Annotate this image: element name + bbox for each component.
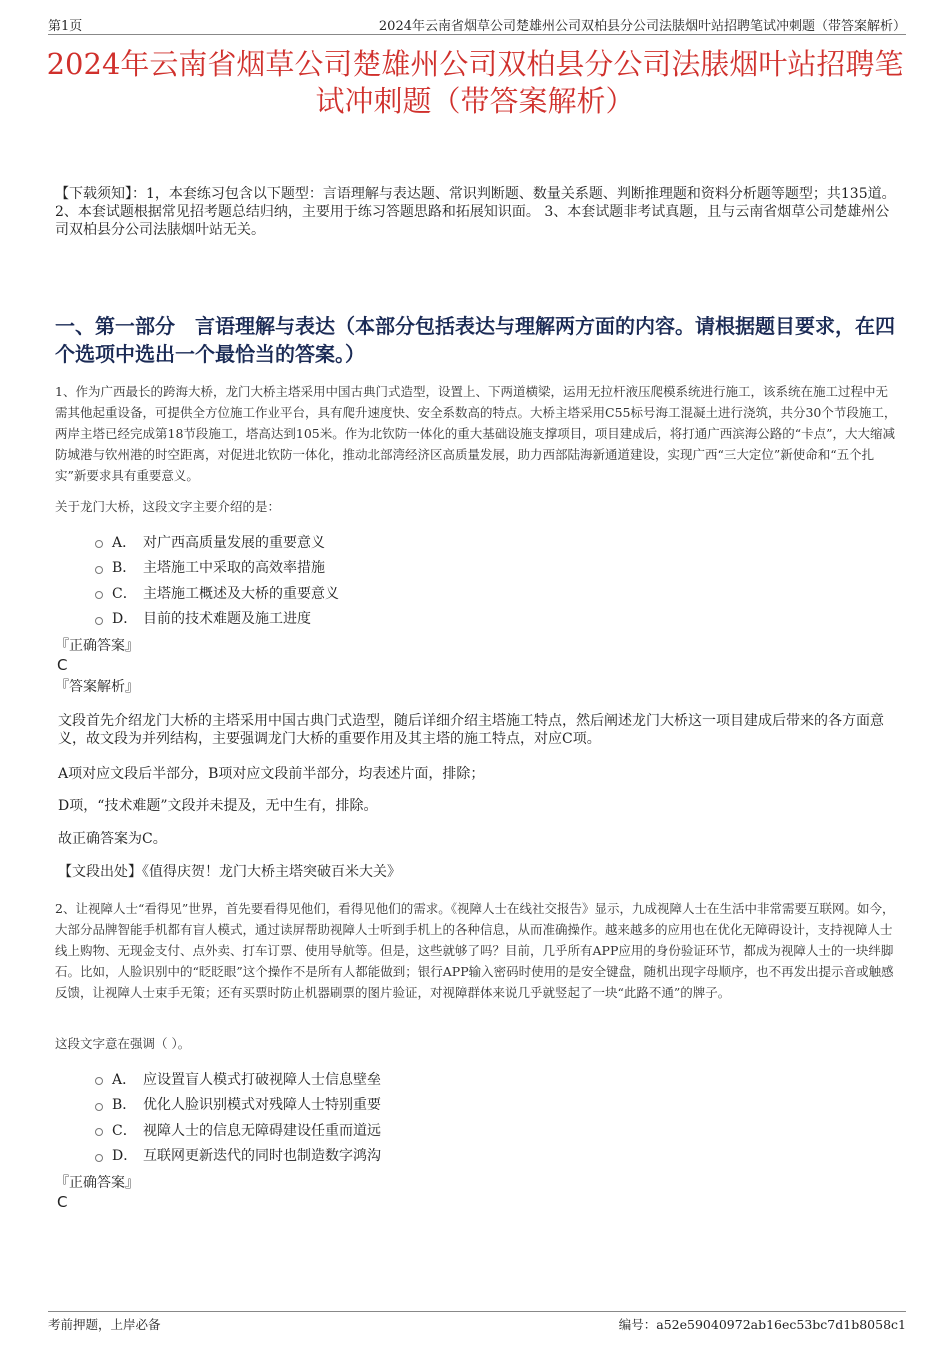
header-doc-title: 2024年云南省烟草公司楚雄州公司双柏县分公司法脿烟叶站招聘笔试冲刺题（带答案解析） [378,19,906,34]
radio-icon[interactable] [95,1103,103,1111]
section-title: 一、第一部分 言语理解与表达（本部分包括表达与理解两方面的内容。请根据题目要求，在四个选项中选出一个最恰当的答案。） [55,314,895,366]
q2-passage: 2、让视障人士“看得见”世界，首先要看得见他们，看得见他们的需求。《视障人士在线社交报告》显示，九成视障人士在生活中非常需要互联网。如今，大部分品牌智能手机都有盲人模式，通过读屏帮助视障人士听到手机上的各种信息，从而准确操作。越来越多的应用也在优化无障碍设计，支持视障人士线上购物、无现金支付、点外卖、打车订票、使用导航等。但是，这些就够了吗？目前，几乎所有APP应用的身份验证环节，都成为视障人士的一块绊脚石。比如，人脸识别中的“眨眨眼”这个操作不是所有人都能做到；银行APP输入密码时使用的是安全键盘，随机出现字母顺序，也不再发出提示音或触感反馈，让视障人士束手无策；还有买票时防止机器刷票的图片验证，对视障群体来说几乎就竖起了一块“此路不通”的牌子。 [55,901,895,1000]
q2-options [95,1066,695,1168]
radio-icon[interactable] [95,1077,103,1085]
radio-icon[interactable] [95,1154,103,1162]
q2-option-a[interactable]: A． 应设置盲人模式打破视障人士信息壁垒 [95,1066,695,1092]
q2-option-b[interactable]: B． 优化人脸识别模式对残障人士特别重要 [95,1092,695,1118]
download-notice: 【下载须知】：1，本套练习包含以下题型：言语理解与表达题、常识判断题、数量关系题、判断推理题和资料分析题等题型；共135道。 2、本套试题根据常见招考题总结归纳，主要用于练习答题思路和拓展知识面。 3、本套试题非考试真题，且与云南省烟草公司楚雄州公司双柏县分公司法脿烟叶站无关。 [55,186,896,238]
radio-icon[interactable] [95,617,103,625]
q1-answer-label: 『正确答案』 [55,638,139,654]
q2-answer-label: 『正确答案』 [55,1175,139,1191]
q1-analysis-1: 文段首先介绍龙门大桥的主塔采用中国古典门式造型，随后详细介绍主塔施工特点，然后阐述龙门大桥这一项目建成后带来的各方面意义，故文段为并列结构，主要强调龙门大桥的重要作用及其主塔的施工特点，对应C项。 [58,713,884,747]
radio-icon[interactable] [95,1128,103,1136]
q1-option-c[interactable]: C． 主塔施工概述及大桥的重要意义 [95,580,695,606]
q1-options [95,529,695,631]
page-title: 2024年云南省烟草公司楚雄州公司双柏县分公司法脿烟叶站招聘笔试冲刺题（带答案解析） [46,47,904,118]
footer-serial: 编号：a52e59040972ab16ec53bc7d1b8058c1 [618,1317,906,1332]
q2-option-d[interactable]: D． 互联网更新迭代的同时也制造数字鸿沟 [95,1143,695,1169]
radio-icon[interactable] [95,540,103,548]
q2-option-c[interactable]: C． 视障人士的信息无障碍建设任重而道远 [95,1117,695,1143]
q1-answer: C [57,656,68,674]
radio-icon[interactable] [95,591,103,599]
page-number: 第1页 [48,19,83,34]
q1-passage: 1、作为广西最长的跨海大桥，龙门大桥主塔采用中国古典门式造型，设置上、下两道横梁，运用无拉杆液压爬模系统进行施工，该系统在施工过程中无需其他起重设备，可提供全方位施工作业平台，具有爬升速度快、安全系数高的特点。大桥主塔采用C55标号海工混凝土进行浇筑，共分30个节段施工，两岸主塔已经完成第18节段施工，塔高达到105米。作为北钦防一体化的重大基础设施支撑项目，项目建成后，将打通广西滨海公路的“卡点”，大大缩减防城港与钦州港的时空距离，对促进北钦防一体化，推动北部湾经济区高质量发展，助力西部陆海新通道建设，实现广西“三大定位”新使命和“五个扎实”新要求具有重要意义。 [55,384,897,483]
page-header [48,14,906,35]
radio-icon[interactable] [95,566,103,574]
q1-analysis-4: 故正确答案为C。 [58,831,167,847]
q1-analysis-2: A项对应文段后半部分，B项对应文段前半部分，均表述片面，排除； [58,766,485,782]
q1-option-d[interactable]: D． 目前的技术难题及施工进度 [95,606,695,632]
page-footer [48,1311,906,1332]
q1-source: 【文段出处】《值得庆贺！龙门大桥主塔突破百米大关》 [58,864,401,880]
q1-option-a[interactable]: A． 对广西高质量发展的重要意义 [95,529,695,555]
q1-analysis-3: D项，“技术难题”文段并未提及，无中生有，排除。 [58,798,378,814]
q1-analysis-label: 『答案解析』 [55,679,139,695]
q2-question: 这段文字意在强调（ ）。 [55,1036,191,1051]
footer-slogan: 考前押题，上岸必备 [48,1317,161,1332]
q1-question: 关于龙门大桥，这段文字主要介绍的是： [55,499,281,514]
q2-answer: C [57,1193,68,1211]
q1-option-b[interactable]: B． 主塔施工中采取的高效率措施 [95,555,695,581]
